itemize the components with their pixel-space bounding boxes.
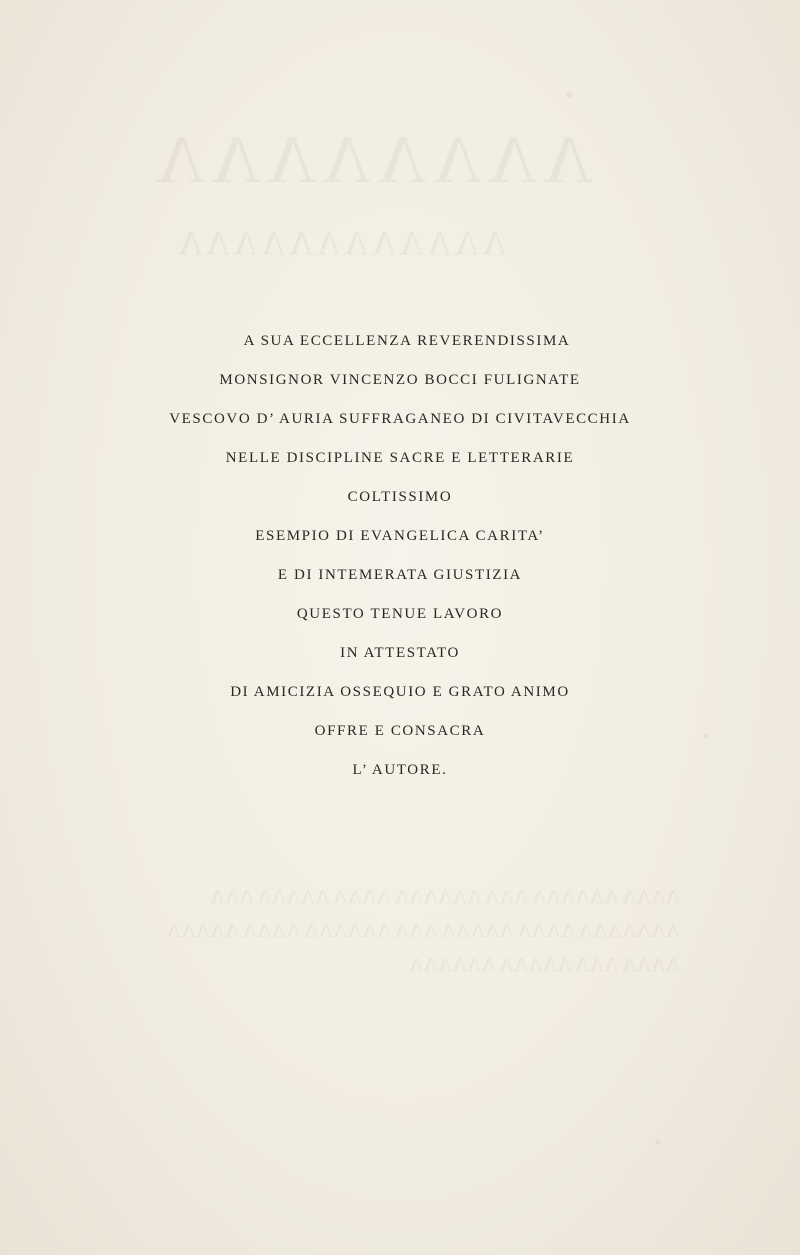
dedication-line: L’ AUTORE.: [352, 762, 448, 778]
show-through-decoration: ΛΛΛΛΛΛΛΛ: [150, 121, 593, 197]
dedication-line: MONSIGNOR VINCENZO BOCCI FULIGNATE: [219, 372, 581, 388]
dedication-line: NELLE DISCIPLINE SACRE E LETTERARIE: [225, 450, 575, 466]
show-through-decoration: ΛΛΛΛΛΛΛΛΛΛΛΛ: [175, 225, 507, 262]
dedication-line: COLTISSIMO: [347, 489, 453, 505]
paper-spot: [566, 92, 572, 98]
dedication-line: A SUA ECCELLENZA REVERENDISSIMA: [243, 333, 571, 349]
dedication-line: E DI INTEMERATA GIUSTIZIA: [277, 567, 523, 583]
dedication-text: [0, 322, 800, 790]
dedication-line: ESEMPIO DI EVANGELICA CARITA’: [255, 528, 545, 544]
dedication-line: OFFRE E CONSACRA: [314, 723, 486, 739]
dedication-line: VESCOVO D’ AURIA SUFFRAGANEO DI CIVITAVECCHIA: [169, 411, 631, 427]
show-through-decoration: ΛΛΛΛ ΛΛΛΛΛΛ ΛΛΛ ΛΛΛΛΛΛ ΛΛΛΛ ΛΛΛΛΛ ΛΛΛ ΛΛΛΛΛΛΛ ΛΛΛΛ ΛΛΛΛΛ ΛΛΛ ΛΛΛΛΛΛ ΛΛΛΛ ΛΛΛΛΛ ΛΛΛΛ ΛΛΛ ΛΛΛΛΛ ΛΛΛΛΛΛ: [167, 886, 680, 976]
dedication-line: IN ATTESTATO: [340, 645, 460, 661]
dedication-line: DI AMICIZIA OSSEQUIO E GRATO ANIMO: [230, 684, 570, 700]
paper-spot: [655, 1140, 660, 1145]
dedication-line: QUESTO TENUE LAVORO: [296, 606, 504, 622]
